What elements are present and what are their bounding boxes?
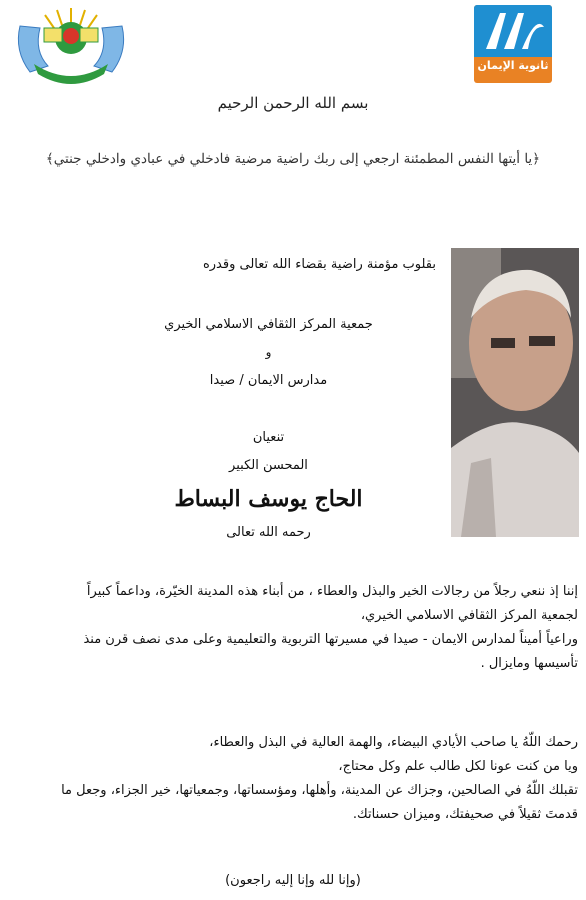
- announcement-org-schools: مدارس الايمان / صيدا: [209, 373, 328, 388]
- school-logo: [474, 5, 552, 83]
- basmala: بسم الله الرحمن الرحيم: [217, 94, 369, 112]
- school-logo-name: ثانوية الإيمان: [477, 59, 549, 72]
- tribute-paragraph-2: [8, 731, 578, 827]
- deceased-portrait-photo: [451, 248, 579, 537]
- announcement-honorific: المحسن الكبير: [229, 458, 308, 473]
- paragraph-line: إننا إذ ننعي رجلاً من رجالات الخير والبذل والعطاء ، من أبناء هذه المدينة الخيّرة، وداعماً كبيراً: [86, 584, 578, 599]
- school-logo-mark: [474, 5, 552, 57]
- announcement-conjunction: و: [265, 345, 272, 359]
- paragraph-line: ويا من كنت عونا لكل طالب علم وكل محتاج،: [338, 759, 578, 774]
- tribute-paragraph-1: [8, 580, 578, 676]
- paragraph-line: تقبلك اللّهُ في الصالحين، وجزاك عن المدينة، وأهلها، ومؤسساتها، وجمعياتها، خير الجزاء، وجعل ما: [61, 783, 578, 798]
- announcement-intro: بقلوب مؤمنة راضية بقضاء الله تعالى وقدره: [202, 257, 436, 272]
- paragraph-line: تأسيسها ومايزال .: [480, 656, 578, 671]
- announcement-mourn: تنعيان: [252, 430, 285, 445]
- association-emblem-logo: [12, 6, 130, 86]
- paragraph-line: قدمتَ ثقيلاً في صحيفتك، وميزان حسناتك.: [352, 807, 578, 822]
- paragraph-line: لجمعية المركز الثقافي الاسلامي الخيري،: [360, 608, 578, 623]
- paragraph-line: وراعياً أميناً لمدارس الايمان - صيدا في مسيرتها التربوية والتعليمية وعلى مدى نصف قرن منذ: [83, 632, 578, 647]
- paragraph-line: رحمك اللّهُ يا صاحب الأيادي البيضاء، والهمة العالية في البذل والعطاء،: [209, 735, 578, 750]
- announcement-org-association: جمعية المركز الثقافي الاسلامي الخيري: [164, 317, 373, 332]
- quran-verse: ﴿يا أيتها النفس المطمئنة ارجعي إلى ربك راضية مرضية فادخلي في عبادي وادخلي جنتي﴾: [45, 151, 541, 167]
- deceased-name: الحاج يوسف البساط: [174, 486, 363, 512]
- closing-verse: (وإنا لله وإنا إليه راجعون): [225, 873, 361, 888]
- announcement-prayer: رحمه الله تعالى: [226, 525, 311, 540]
